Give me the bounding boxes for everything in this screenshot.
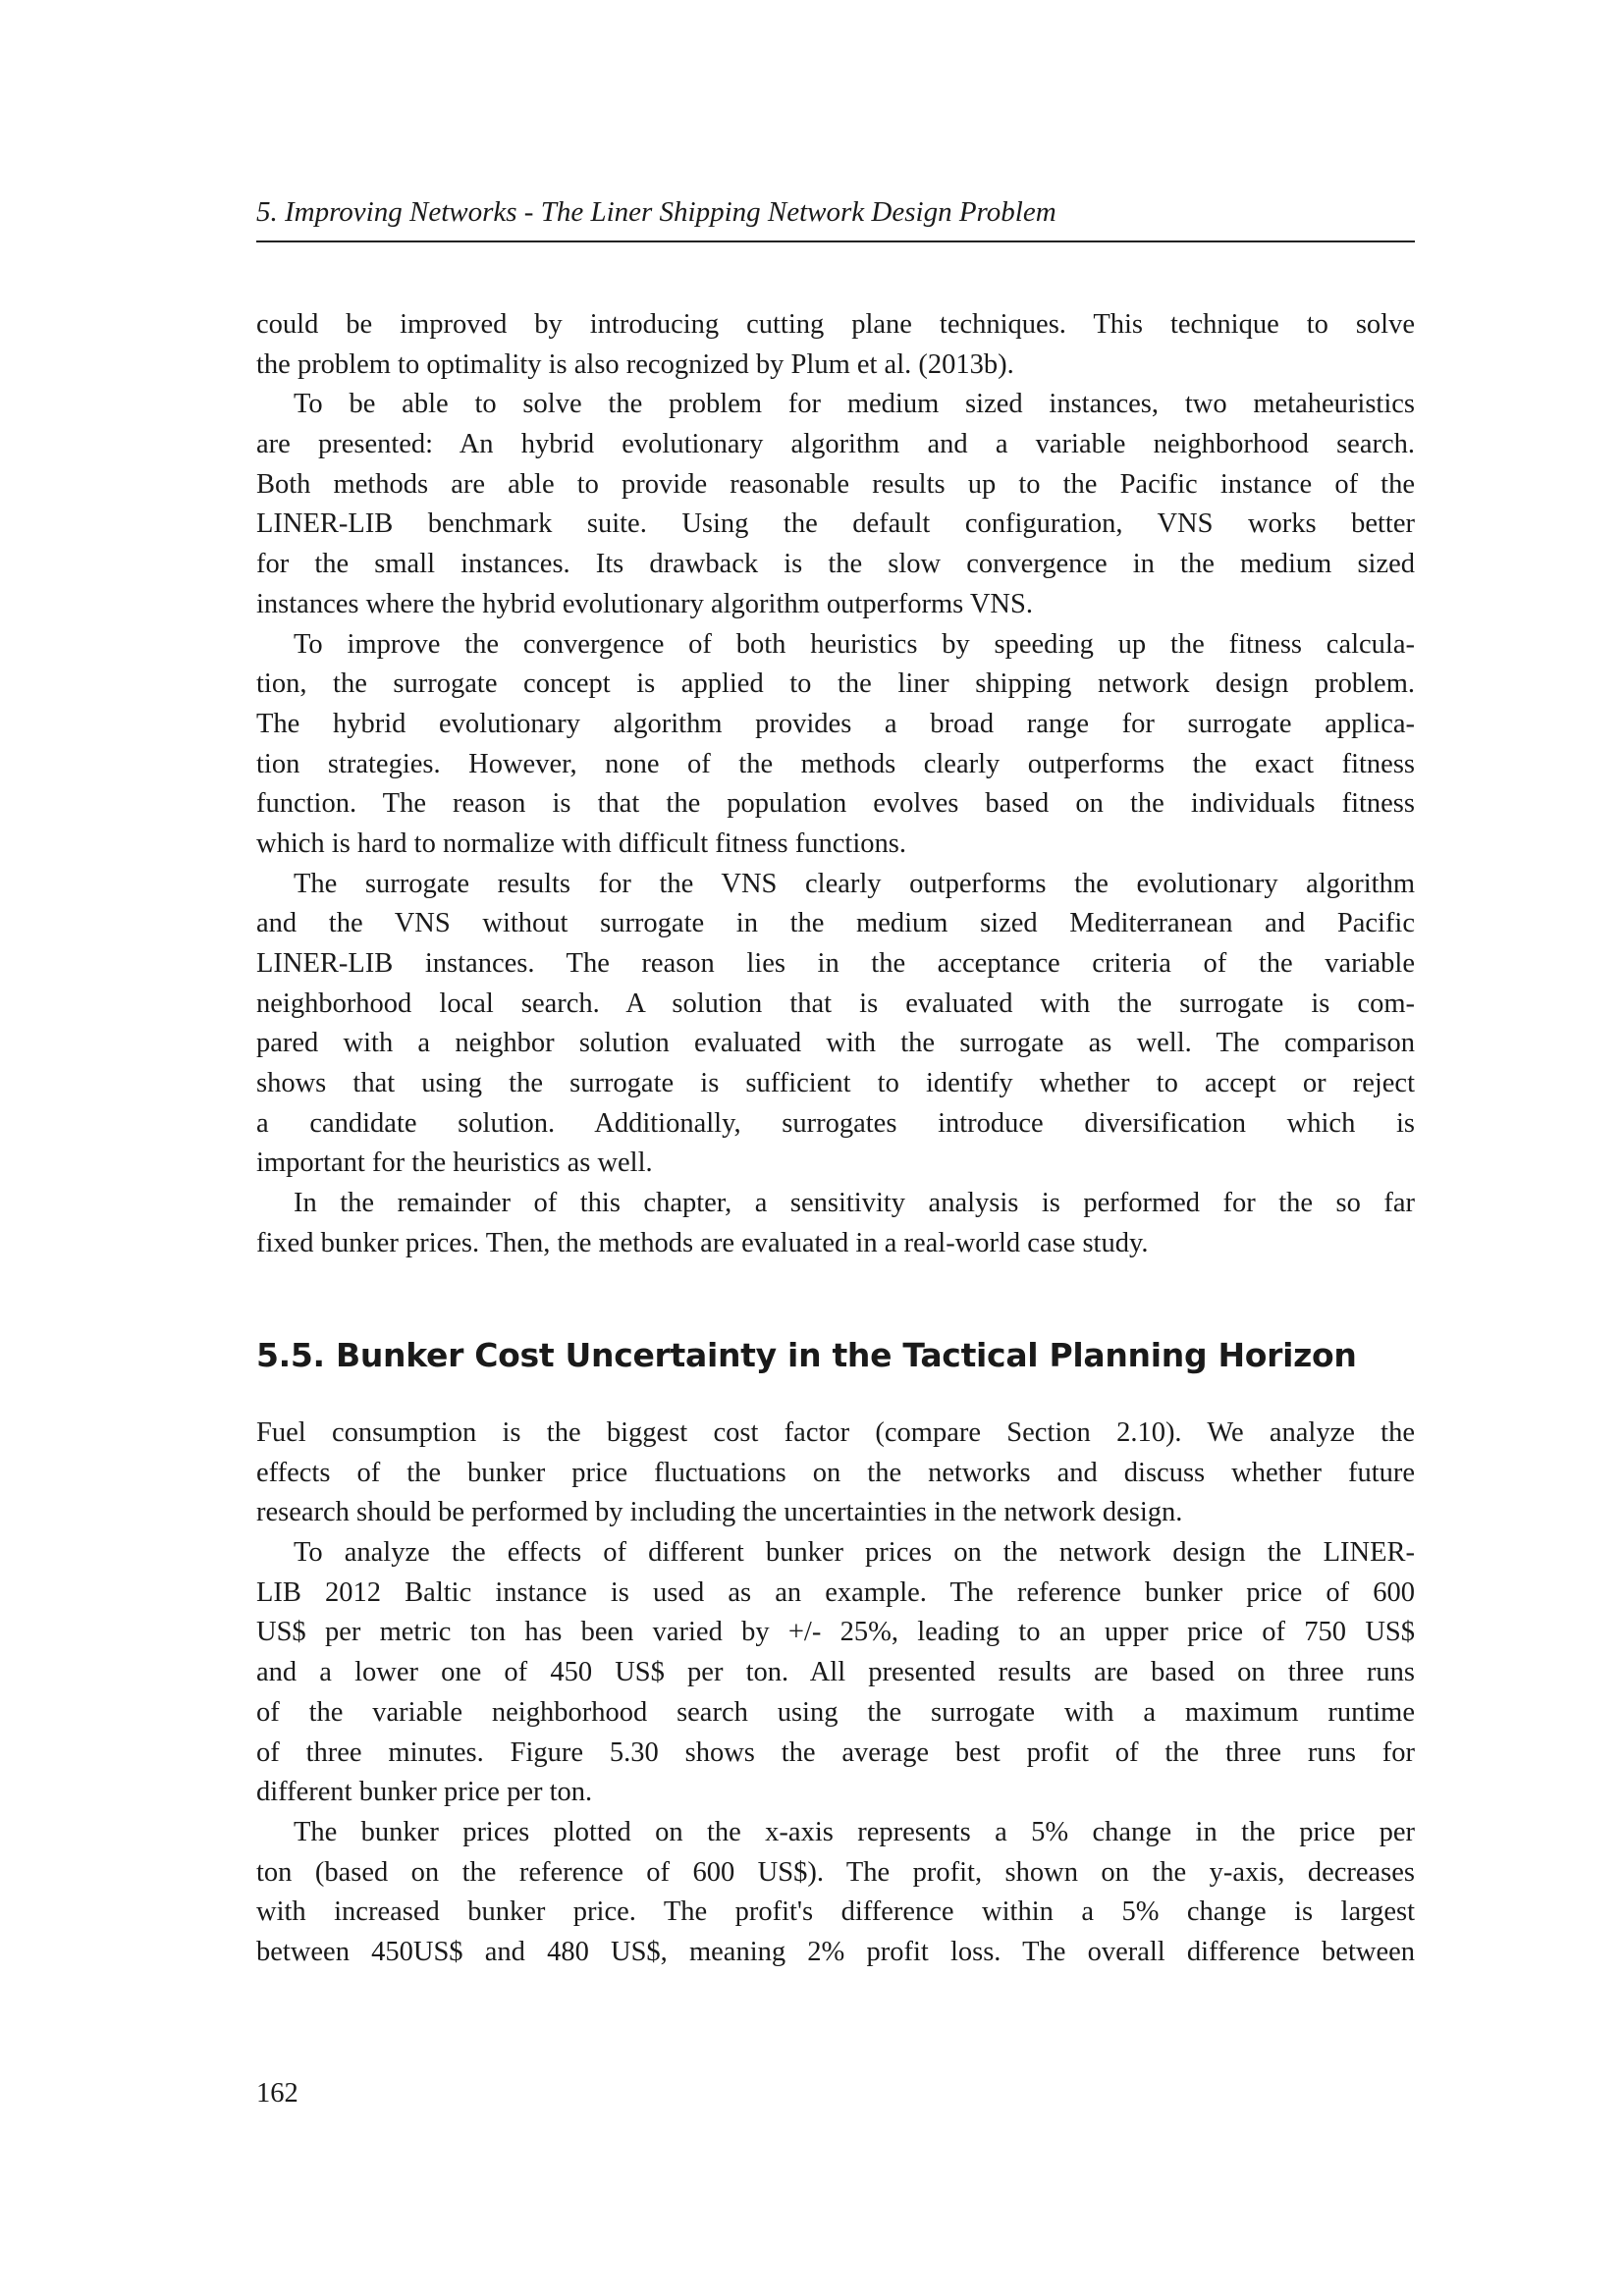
body-text-after-section: [256, 1414, 1415, 1973]
section-heading: 5.5. Bunker Cost Uncertainty in the Tactical Planning Horizon: [256, 1336, 1357, 1374]
page-number: 162: [256, 2078, 298, 2109]
paragraph: [256, 865, 1415, 1185]
paragraph: [256, 385, 1415, 624]
paragraph: [256, 305, 1415, 385]
running-header: 5. Improving Networks - The Liner Shipping Network Design Problem: [256, 196, 1056, 228]
text-line: function. The reason is that the population evolves based on the individuals fitness: [256, 788, 1415, 820]
text-line: the problem to optimality is also recognized by Plum et al. (2013b).: [256, 348, 1014, 380]
text-line: of the variable neighborhood search using the surrogate with a maximum runtime: [256, 1696, 1415, 1728]
text-line: research should be performed by including the uncertainties in the network design.: [256, 1497, 1183, 1528]
text-line: a candidate solution. Additionally, surrogates introduce diversification which is: [256, 1107, 1415, 1139]
text-line: To analyze the effects of different bunker prices on the network design the LINER-: [294, 1537, 1415, 1569]
text-line: Both methods are able to provide reasonable results up to the Pacific instance of the: [256, 468, 1415, 500]
text-line: US$ per metric ton has been varied by +/- 25%, leading to an upper price of 750 US$: [256, 1617, 1415, 1648]
text-line: are presented: An hybrid evolutionary algorithm and a variable neighborhood search.: [256, 429, 1415, 460]
text-line: The surrogate results for the VNS clearly outperforms the evolutionary algorithm: [294, 868, 1415, 899]
text-line: LINER-LIB instances. The reason lies in the acceptance criteria of the variable: [256, 948, 1415, 979]
text-line: with increased bunker price. The profit's difference within a 5% change is largest: [256, 1896, 1415, 1928]
text-line: To improve the convergence of both heuristics by speeding up the fitness calcula-: [294, 628, 1415, 660]
text-line: The hybrid evolutionary algorithm provides a broad range for surrogate applica-: [256, 708, 1415, 739]
paragraph: [256, 1813, 1415, 1973]
text-line: Fuel consumption is the biggest cost factor (compare Section 2.10). We analyze the: [256, 1417, 1415, 1448]
text-line: effects of the bunker price fluctuations on the networks and discuss whether future: [256, 1457, 1415, 1488]
text-line: neighborhood local search. A solution that is evaluated with the surrogate is com-: [256, 988, 1415, 1019]
text-line: which is hard to normalize with difficult fitness functions.: [256, 828, 906, 859]
text-line: instances where the hybrid evolutionary algorithm outperforms VNS.: [256, 588, 1033, 619]
text-line: To be able to solve the problem for medium sized instances, two metaheuristics: [294, 389, 1415, 420]
text-line: shows that using the surrogate is sufficient to identify whether to accept or reject: [256, 1068, 1415, 1099]
text-line: fixed bunker prices. Then, the methods are evaluated in a real-world case study.: [256, 1227, 1149, 1258]
body-text-before-section: [256, 305, 1415, 1264]
paragraph: [256, 625, 1415, 865]
text-line: LIB 2012 Baltic instance is used as an example. The reference bunker price of 600: [256, 1576, 1415, 1608]
paragraph: [256, 1414, 1415, 1533]
text-line: of three minutes. Figure 5.30 shows the average best profit of the three runs for: [256, 1736, 1415, 1768]
text-line: The bunker prices plotted on the x-axis represents a 5% change in the price per: [294, 1816, 1415, 1847]
text-line: and the VNS without surrogate in the medium sized Mediterranean and Pacific: [256, 908, 1415, 939]
text-line: ton (based on the reference of 600 US$). The profit, shown on the y-axis, decreases: [256, 1856, 1415, 1888]
text-line: LINER-LIB benchmark suite. Using the default configuration, VNS works better: [256, 508, 1415, 540]
text-line: different bunker price per ton.: [256, 1777, 593, 1808]
paragraph: [256, 1533, 1415, 1813]
text-line: pared with a neighbor solution evaluated with the surrogate as well. The comparison: [256, 1028, 1415, 1059]
text-line: important for the heuristics as well.: [256, 1148, 653, 1179]
text-line: for the small instances. Its drawback is the slow convergence in the medium sized: [256, 549, 1415, 580]
paragraph: [256, 1184, 1415, 1263]
text-line: between 450US$ and 480 US$, meaning 2% profit loss. The overall difference between: [256, 1936, 1415, 1967]
text-line: In the remainder of this chapter, a sensitivity analysis is performed for the so far: [294, 1188, 1415, 1219]
text-line: tion, the surrogate concept is applied to the liner shipping network design problem.: [256, 668, 1415, 700]
text-line: tion strategies. However, none of the methods clearly outperforms the exact fitness: [256, 748, 1415, 779]
text-line: could be improved by introducing cutting plane techniques. This technique to solve: [256, 309, 1415, 340]
text-line: and a lower one of 450 US$ per ton. All presented results are based on three runs: [256, 1657, 1415, 1688]
header-rule: [256, 240, 1415, 242]
